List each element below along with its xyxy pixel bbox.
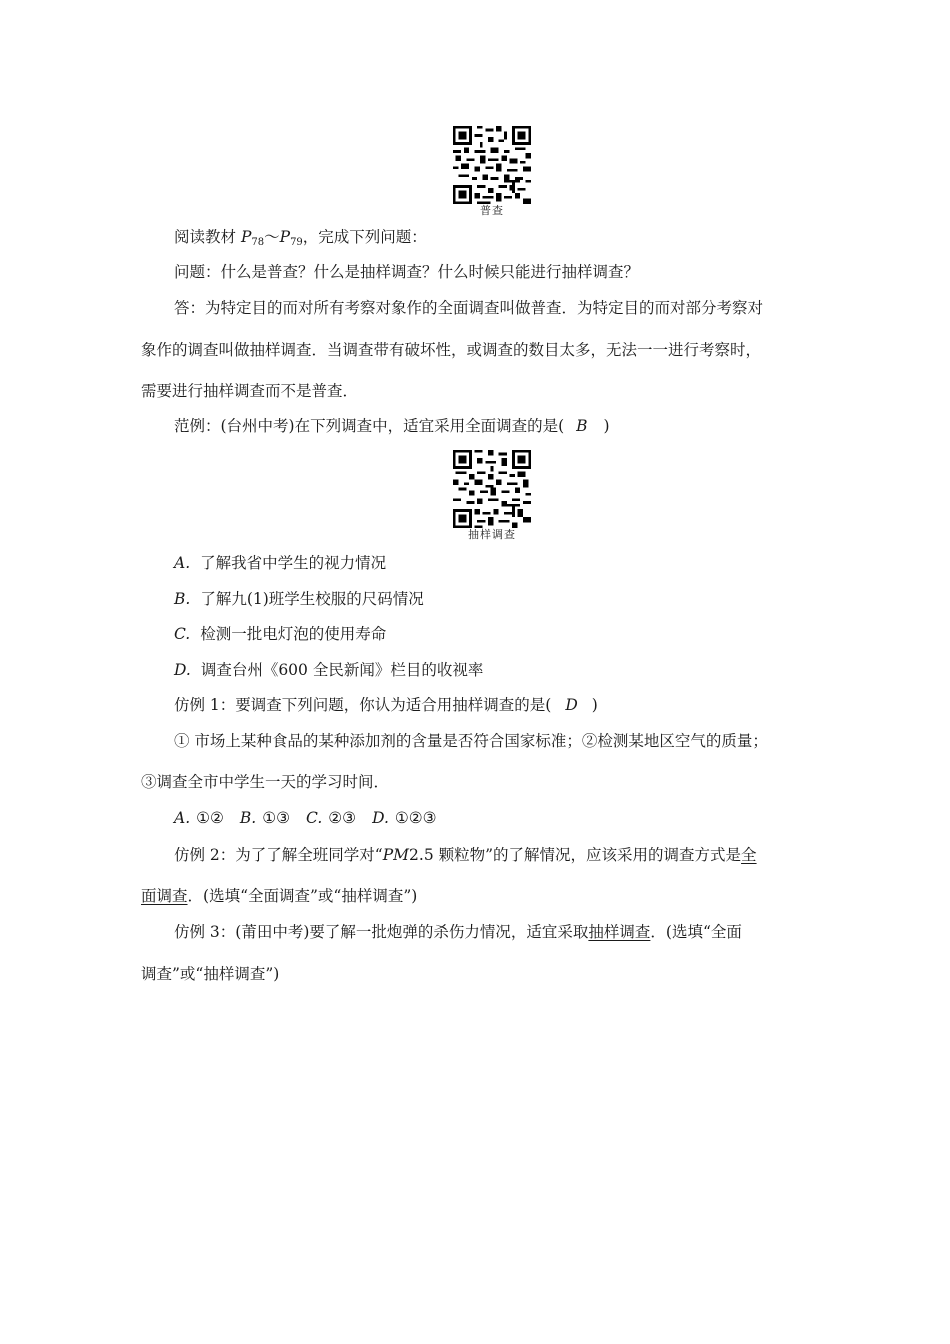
practice1-answer: D xyxy=(565,696,578,714)
option-text: ①③ xyxy=(262,809,291,827)
intro-line xyxy=(174,227,427,253)
practice1-close: ) xyxy=(591,696,598,714)
page-letter: P xyxy=(240,228,252,246)
practice2-line xyxy=(174,845,757,865)
answer-line-1: 答：为特定目的而对所有考察对象作的全面调查叫做普查．为特定目的而对部分考察对 xyxy=(174,299,764,317)
practice2-post: ．(选填“全面调查”或“抽样调查”) xyxy=(187,887,418,905)
practice3-post: ．(选填“全面 xyxy=(650,923,742,941)
page-letter-2: P xyxy=(279,228,291,246)
pm-text: PM xyxy=(382,846,410,864)
option-text: 检测一批电灯泡的使用寿命 xyxy=(200,625,387,643)
practice1-line-3: ③调查全市中学生一天的学习时间． xyxy=(141,773,390,791)
example-line xyxy=(174,416,610,436)
qr-code-icon xyxy=(453,450,531,528)
option-letter: C. xyxy=(174,625,191,643)
answer-line-2: 象作的调查叫做抽样调查．当调查带有破坏性，或调查的数目太多，无法一一进行考察时， xyxy=(141,341,762,359)
option-letter: D. xyxy=(372,809,389,827)
question-line: 问题：什么是普查？什么是抽样调查？什么时候只能进行抽样调查？ xyxy=(174,263,640,281)
qr-block-sampling xyxy=(452,450,532,542)
option-letter: B. xyxy=(174,590,191,608)
practice3-line xyxy=(174,922,742,942)
option-text: ②③ xyxy=(328,809,357,827)
option-text: 了解我省中学生的视力情况 xyxy=(200,554,387,572)
option-c xyxy=(174,624,386,644)
example-answer: B xyxy=(576,417,588,435)
answer-line-3: 需要进行抽样调查而不是普查． xyxy=(141,382,359,400)
option-text: ①② xyxy=(196,809,224,827)
practice2-blank-part1: 全 xyxy=(741,846,757,864)
option-letter: B. xyxy=(239,809,257,827)
example-text: 范例：(台州中考)在下列调查中，适宜采用全面调查的是( xyxy=(174,417,565,435)
qr-block-census xyxy=(452,126,532,218)
practice1-text: 仿例 1：要调查下列问题，你认为适合用抽样调查的是( xyxy=(174,696,552,714)
practice2-line-2 xyxy=(141,886,417,906)
tilde: ～ xyxy=(264,228,280,246)
option-text: 了解九(1)班学生校服的尺码情况 xyxy=(200,590,424,608)
intro-suffix: ，完成下列问题： xyxy=(302,228,427,246)
practice3-line-2: 调查”或“抽样调查”) xyxy=(141,965,280,983)
page-end: 79 xyxy=(290,237,303,248)
practice3-pre: 仿例 3：(莆田中考)要了解一批炮弹的杀伤力情况，适宜采取 xyxy=(174,923,589,941)
practice2-pre: 仿例 2：为了了解全班同学对“ xyxy=(174,846,383,864)
option-letter: A. xyxy=(174,554,191,572)
qr-code-icon xyxy=(453,126,531,204)
option-text: 调查台州《600 全民新闻》栏目的收视率 xyxy=(200,661,484,679)
option-letter: A. xyxy=(174,809,191,827)
intro-prefix: 阅读教材 xyxy=(174,228,241,246)
practice3-blank: 抽样调查 xyxy=(588,923,651,941)
practice1-line xyxy=(174,695,598,715)
practice1-line-2: ① 市场上某种食品的某种添加剂的含量是否符合国家标准；②检测某地区空气的质量； xyxy=(174,732,768,750)
qr-caption: 普查 xyxy=(480,204,504,217)
option-b xyxy=(174,589,424,609)
example-close: ) xyxy=(603,417,610,435)
practice2-mid: 2.5 颗粒物”的了解情况，应该采用的调查方式是 xyxy=(409,846,742,864)
option-text: ①②③ xyxy=(394,809,437,827)
option-letter: D. xyxy=(174,661,191,679)
practice1-options xyxy=(174,808,437,828)
qr-caption: 抽样调查 xyxy=(468,528,516,541)
option-letter: C. xyxy=(306,809,323,827)
option-d xyxy=(174,660,483,680)
option-a xyxy=(174,553,386,573)
page-start: 78 xyxy=(251,237,265,248)
practice2-blank-part2: 面调查 xyxy=(141,887,188,905)
